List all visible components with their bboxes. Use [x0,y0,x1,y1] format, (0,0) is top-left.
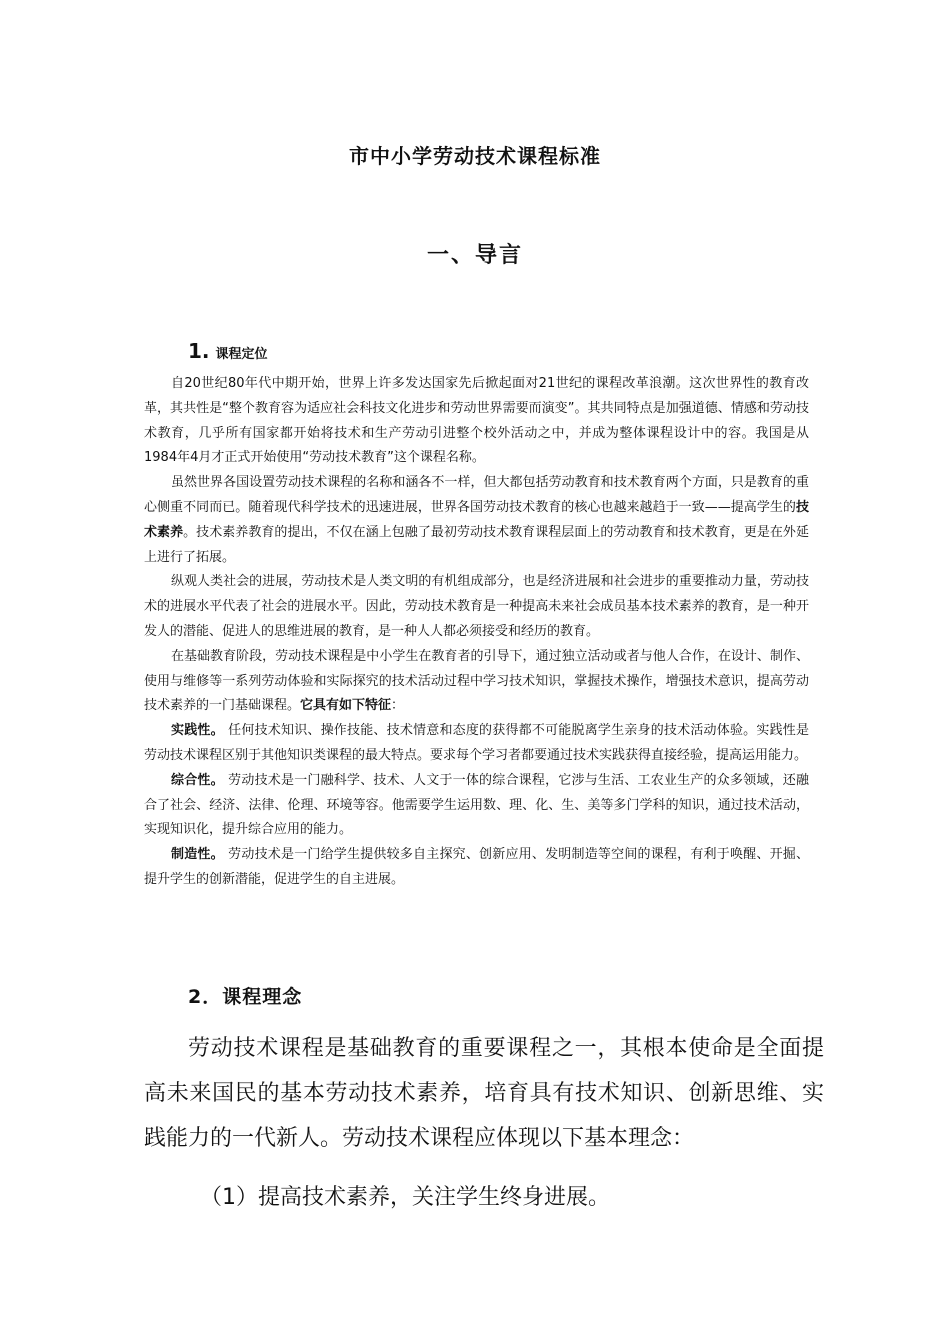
bold-term: 制造性。 [171,847,224,863]
paragraph [144,645,809,719]
paragraph-text: 自20世纪80年代中期开始，世界上许多发达国家先后掀起面对21世纪的课程改革浪潮。这次世界性的教育改革，其共性是“整个教育容为适应社会科技文化进步和劳动世界需要而演变”。其共同特点是加强道德、情感和劳动技术教育，几乎所有国家都开始将技术和生产劳动引进整个校外活动之中，并成为整体课程设计中的容。我国是从1984年4月才正式开始使用“劳动技术教育”这个课程名称。 [144,376,809,466]
paragraph-text: 在基础教育阶段，劳动技术课程是中小学生在教育者的引导下，通过独立活动或者与他人合作，在设计、制作、使用与维修等一系列劳动体验和实际探究的技术活动过程中学习技术知识，掌握技术操作，增强技术意识，提高劳动技术素养的一门基础课程。 [144,648,809,714]
paragraph-text: 劳动技术是一门融科学、技术、人文于一体的综合课程，它涉与生活、工农业生产的众多领域，还融合了社会、经济、法律、伦理、环境等容。他需要学生运用数、理、化、生、美等多门学科的知识，通过技术活动，实现知识化，提升综合应用的能力。 [144,772,809,838]
paragraph [144,719,809,769]
paragraph-text: 任何技术知识、操作技能、技术情意和态度的获得都不可能脱离学生亲身的技术活动体验。实践性是劳动技术课程区别于其他知识类课程的最大特点。要求每个学习者都要通过技术实践获得直接经验，提高运用能力。 [144,723,809,763]
paragraph [144,570,809,644]
paragraph: 劳动技术课程是基础教育的重要课程之一，其根本使命是全面提高未来国民的基本劳动技术素养，培育具有技术知识、创新思维、实践能力的一代新人。劳动技术课程应体现以下基本理念： [144,1036,824,1151]
paragraph [144,372,809,471]
bold-term: 它具有如下特征 [300,698,392,714]
paragraph [144,471,809,570]
bold-term: 技术素养 [144,499,809,540]
heading-introduction: 一、导言 [426,243,523,268]
bold-term: 综合性。 [171,772,224,788]
section-2-body [144,1026,824,1161]
paragraph [144,843,809,893]
paragraph [144,769,809,843]
section-2-heading: 2．课程理念 [188,986,303,1008]
paragraph-text: 。技术素养教育的提出，不仅在涵上包融了最初劳动技术教育课程层面上的劳动教育和技术教育，更是在外延上进行了拓展。 [144,524,809,565]
paragraph-text: 劳动技术是一门给学生提供较多自主探究、创新应用、发明制造等空间的课程，有利于唤醒、开掘、提升学生的创新潜能，促进学生的自主进展。 [144,847,809,887]
list-item: （1）提高技术素养，关注学生终身进展。 [200,1185,610,1210]
section-1-label: 课程定位 [215,347,268,362]
section-1-number: 1. [188,339,210,363]
paragraph-text: 纵观人类社会的进展，劳动技术是人类文明的有机组成部分，也是经济进展和社会进步的重要推动力量，劳动技术的进展水平代表了社会的进展水平。因此，劳动技术教育是一种提高未来社会成员基本技术素养的教育，是一种开发人的潜能、促进人的思维进展的教育，是一种人人都必须接受和经历的教育。 [144,574,809,639]
paragraph-text: ： [391,698,405,714]
section-1-body [144,372,809,893]
bold-term: 实践性。 [171,723,224,739]
paragraph-text: 虽然世界各国设置劳动技术课程的名称和涵各不一样，但大都包括劳动教育和技术教育两个方面，只是教育的重心侧重不同而已。随着现代科学技术的迅速进展，世界各国劳动技术教育的核心也越来越趋于一致——提高学生的 [144,475,809,515]
document-title: 市中小学劳动技术课程标准 [349,144,601,168]
section-1-heading [188,339,268,363]
